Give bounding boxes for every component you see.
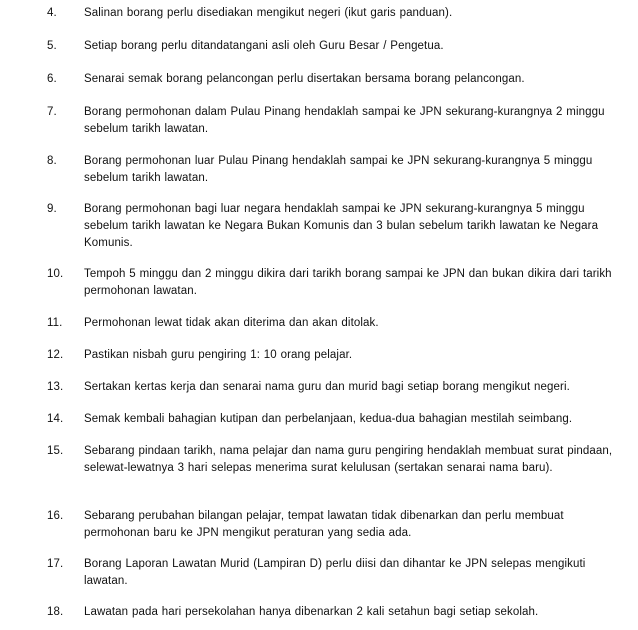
item-text: Borang Laporan Lawatan Murid (Lampiran D) perlu diisi dan dihantar ke JPN selepas mengikuti lawatan.	[84, 558, 586, 587]
item-number: 14.	[47, 413, 64, 425]
item-text: Sebarang perubahan bilangan pelajar, tempat lawatan tidak dibenarkan dan perlu membuat permohonan baru ke JPN mengikut peraturan yang sedia ada.	[84, 510, 564, 539]
item-number: 17.	[47, 558, 64, 570]
item-number: 11.	[47, 317, 63, 329]
item-text: Senarai semak borang pelancongan perlu disertakan bersama borang pelancongan.	[84, 73, 525, 85]
item-number: 13.	[47, 381, 64, 393]
item-text: Sebarang pindaan tarikh, nama pelajar dan nama guru pengiring hendaklah membuat surat pindaan, selewat-lewatnya 3 hari selepas menerima surat kelulusan (sertakan senarai nama baru).	[84, 445, 613, 474]
item-text: Lawatan pada hari persekolahan hanya dibenarkan 2 kali setahun bagi setiap sekolah.	[84, 606, 539, 618]
item-text: Borang permohonan dalam Pulau Pinang hendaklah sampai ke JPN sekurang-kurangnya 2 minggu sebelum tarikh lawatan.	[84, 106, 605, 135]
item-number: 18.	[47, 606, 64, 618]
item-number: 4.	[47, 7, 57, 19]
item-number: 9.	[47, 203, 57, 215]
item-number: 8.	[47, 155, 57, 167]
item-text: Tempoh 5 minggu dan 2 minggu dikira dari tarikh borang sampai ke JPN dan bukan dikira dari tarikh permohonan lawatan.	[84, 268, 612, 297]
item-text: Salinan borang perlu disediakan mengikut negeri (ikut garis panduan).	[84, 7, 453, 19]
item-number: 12.	[47, 349, 64, 361]
item-text: Setiap borang perlu ditandatangani asli oleh Guru Besar / Pengetua.	[84, 40, 444, 52]
item-number: 5.	[47, 40, 57, 52]
item-text: Borang permohonan luar Pulau Pinang hendaklah sampai ke JPN sekurang-kurangnya 5 minggu sebelum tarikh lawatan.	[84, 155, 593, 184]
item-text: Sertakan kertas kerja dan senarai nama guru dan murid bagi setiap borang mengikut negeri.	[84, 381, 570, 393]
item-number: 6.	[47, 73, 57, 85]
item-text: Semak kembali bahagian kutipan dan perbelanjaan, kedua-dua bahagian mestilah seimbang.	[84, 413, 573, 425]
item-number: 15.	[47, 445, 64, 457]
item-number: 7.	[47, 106, 57, 118]
item-text: Permohonan lewat tidak akan diterima dan akan ditolak.	[84, 317, 379, 329]
item-text: Pastikan nisbah guru pengiring 1: 10 orang pelajar.	[84, 349, 353, 361]
item-text: Borang permohonan bagi luar negara hendaklah sampai ke JPN sekurang-kurangnya 5 minggu sebelum tarikh lawatan ke Negara Bukan Komunis dan 3 bulan sebelum tarikh lawatan ke Negara Komunis.	[84, 203, 599, 249]
item-number: 16.	[47, 510, 64, 522]
item-number: 10.	[47, 268, 64, 280]
